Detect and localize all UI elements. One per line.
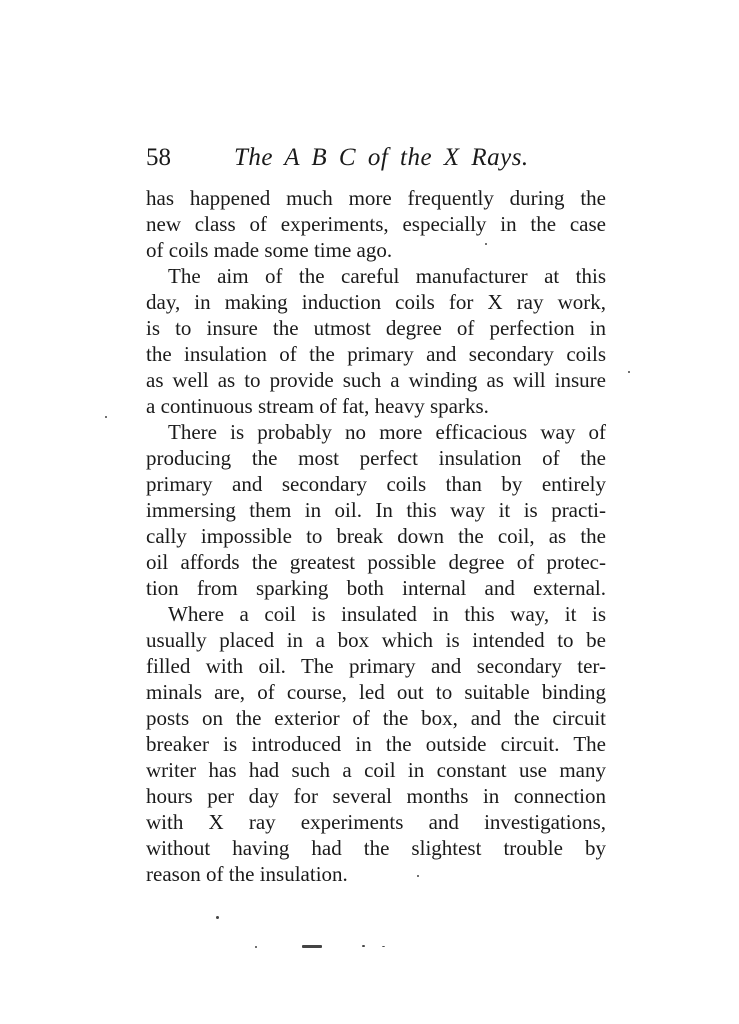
text-line: the insulation of the primary and secondary coils	[146, 342, 606, 366]
text-line: a continuous stream of fat, heavy sparks.	[146, 394, 489, 418]
scan-speck	[362, 945, 365, 947]
text-line: The aim of the careful manufacturer at this	[168, 264, 606, 288]
text-line: new class of experiments, especially in the case	[146, 212, 606, 236]
scan-speck	[382, 946, 385, 947]
text-line: Where a coil is insulated in this way, it is	[168, 602, 606, 626]
text-line: as well as to provide such a winding as will insure	[146, 368, 606, 392]
scan-speck	[628, 371, 630, 373]
scan-speck	[417, 875, 419, 877]
text-line: filled with oil. The primary and secondary ter-	[146, 654, 606, 678]
text-line: primary and secondary coils than by entirely	[146, 472, 606, 496]
text-line: oil affords the greatest possible degree of protec-	[146, 550, 606, 574]
scan-smudge	[255, 940, 395, 950]
text-line: has happened much more frequently during the	[146, 186, 606, 210]
text-line: immersing them in oil. In this way it is practi-	[146, 498, 606, 522]
scan-speck	[485, 243, 487, 245]
page-header	[146, 143, 606, 173]
text-line: writer has had such a coil in constant use many	[146, 758, 606, 782]
text-line: cally impossible to break down the coil, as the	[146, 524, 606, 548]
scan-speck	[216, 916, 219, 919]
text-line: with X ray experiments and investigations,	[146, 810, 606, 834]
text-line: day, in making induction coils for X ray work,	[146, 290, 606, 314]
scan-speck	[302, 945, 322, 948]
scan-speck	[105, 416, 107, 418]
text-line: without having had the slightest trouble by	[146, 836, 606, 860]
text-line: reason of the insulation.	[146, 862, 348, 886]
text-line: tion from sparking both internal and external.	[146, 576, 606, 600]
text-line: minals are, of course, led out to suitable binding	[146, 680, 606, 704]
text-line: of coils made some time ago.	[146, 238, 393, 262]
body-text	[146, 185, 606, 887]
text-line: is to insure the utmost degree of perfection in	[146, 316, 606, 340]
text-line: usually placed in a box which is intended to be	[146, 628, 606, 652]
running-title: The A B C of the X Rays.	[234, 144, 529, 171]
text-line: hours per day for several months in connection	[146, 784, 606, 808]
scan-speck	[255, 946, 257, 948]
page-number: 58	[146, 144, 171, 171]
text-line: There is probably no more efficacious way of	[168, 420, 606, 444]
text-line: producing the most perfect insulation of the	[146, 446, 606, 470]
text-line: breaker is introduced in the outside circuit. The	[146, 732, 606, 756]
text-line: posts on the exterior of the box, and the circuit	[146, 706, 606, 730]
